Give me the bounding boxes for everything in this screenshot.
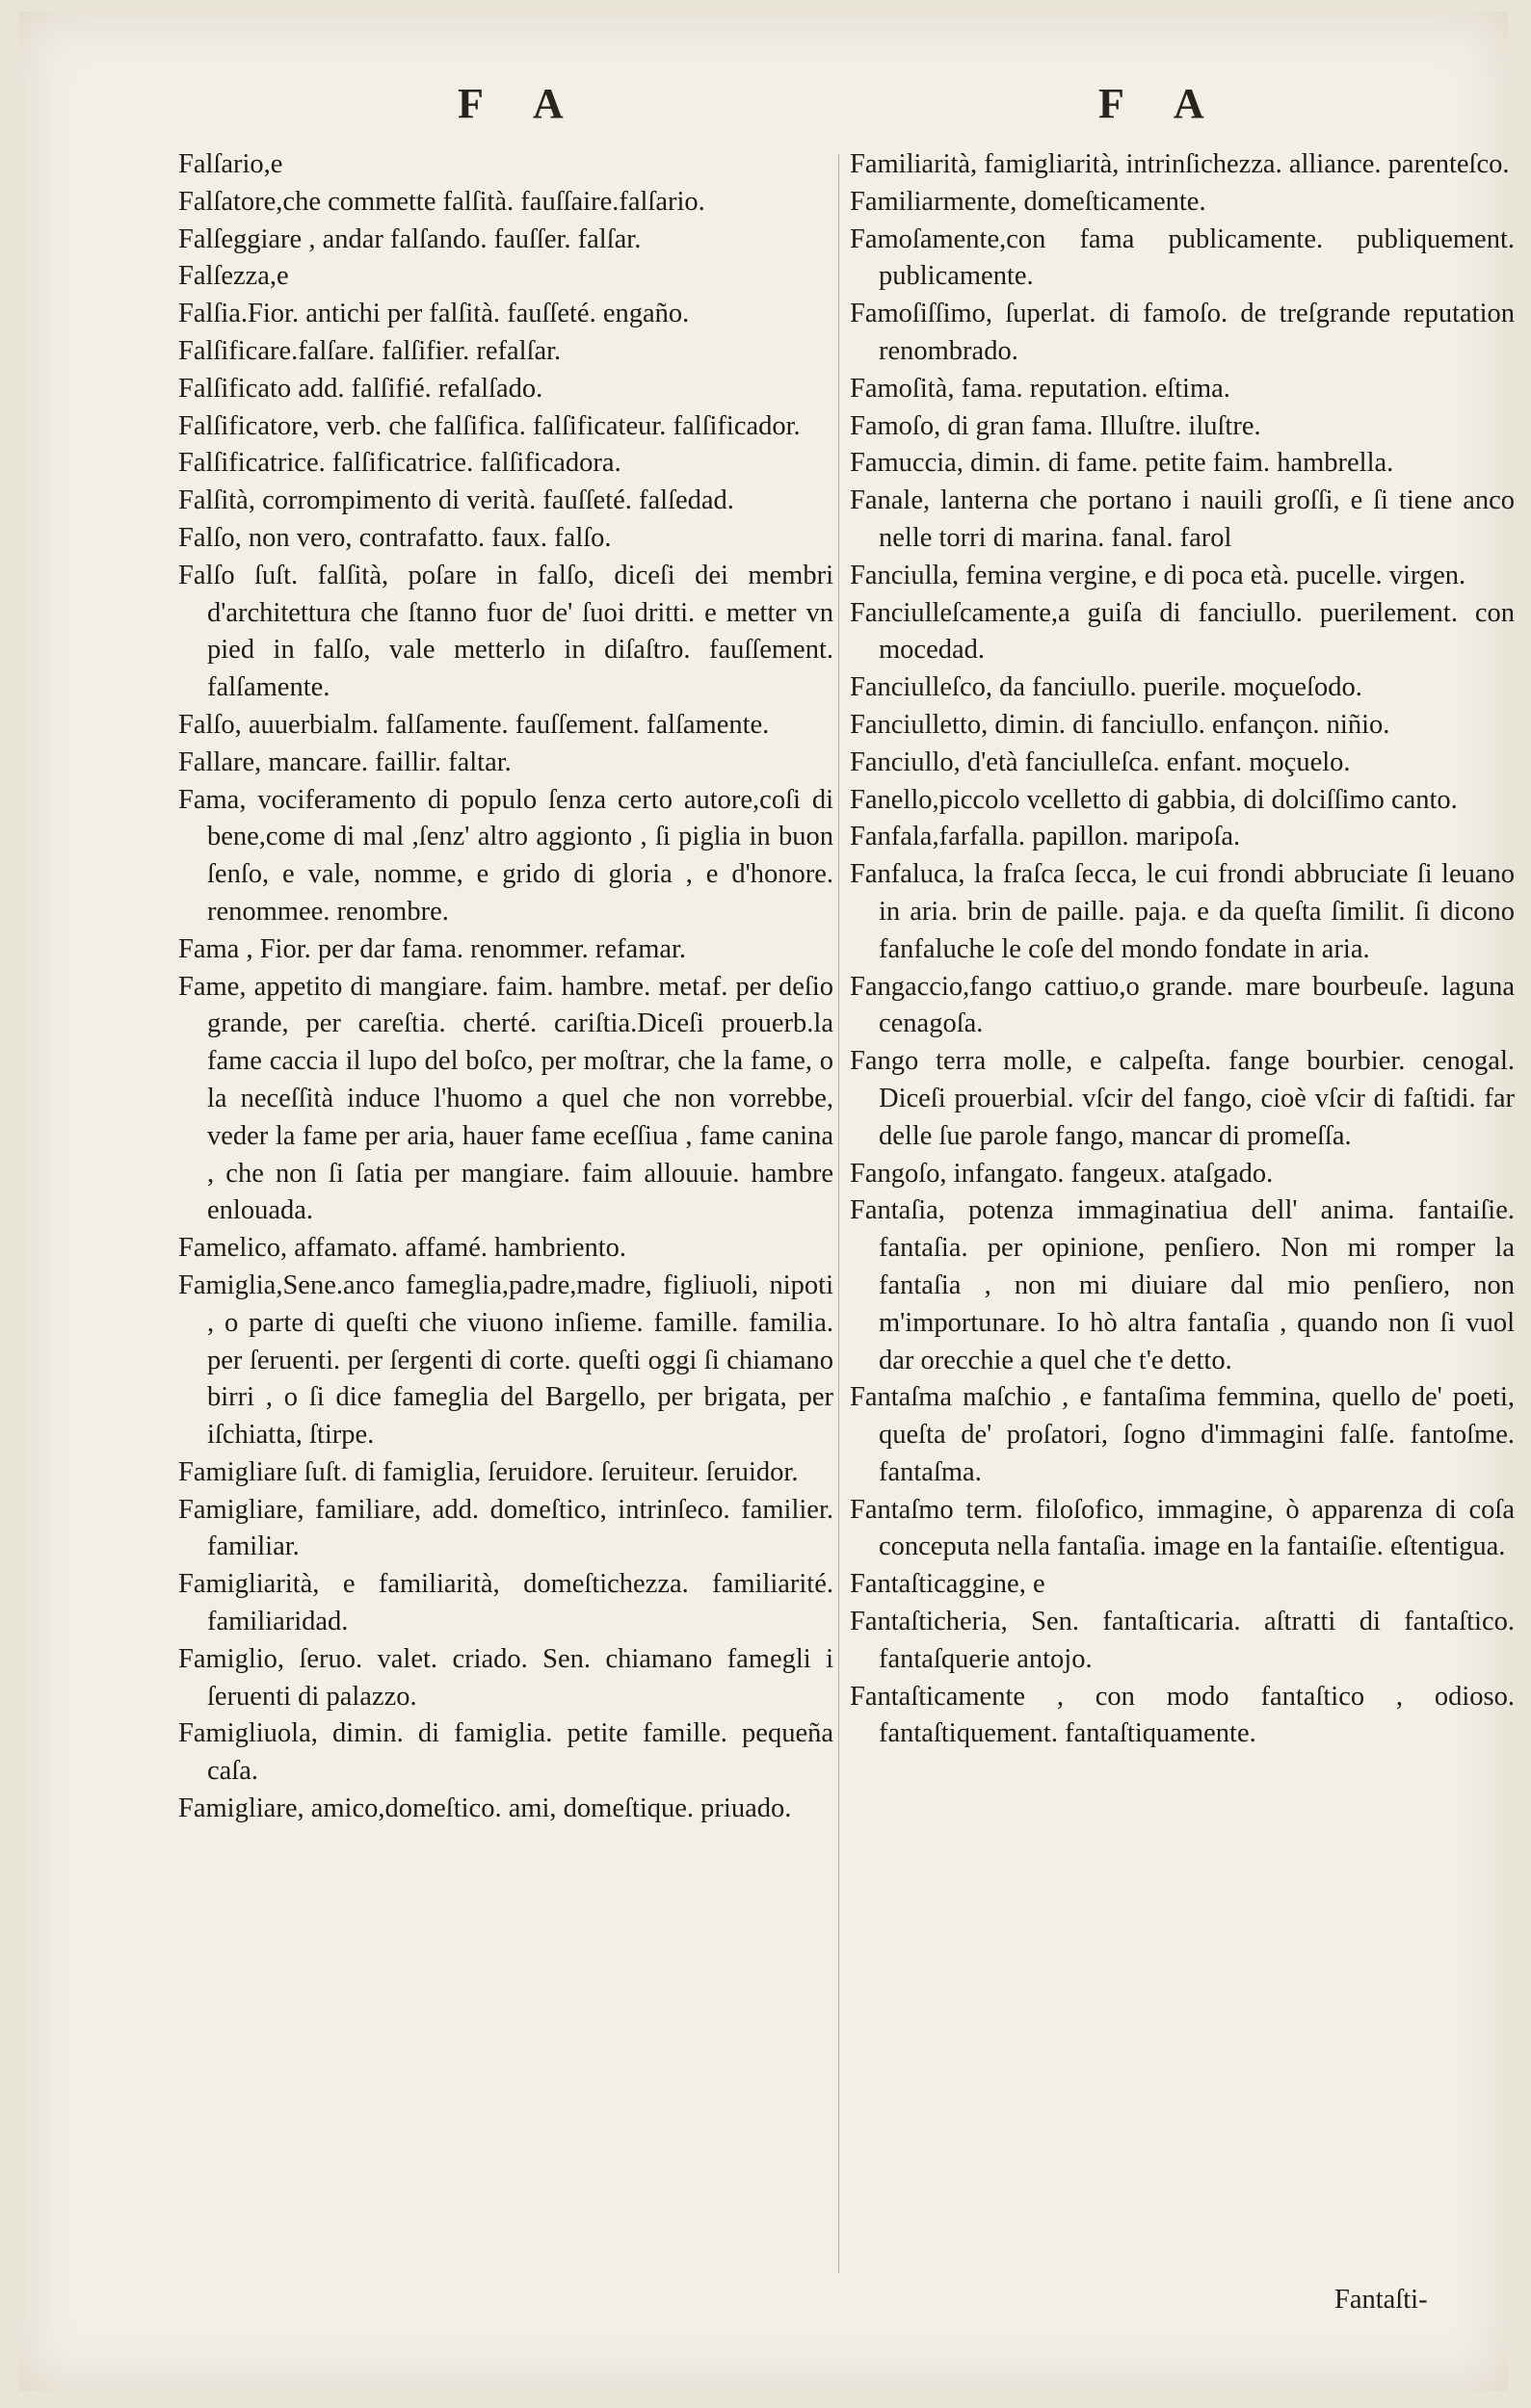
dictionary-entry: Falſo ſuſt. falſità, poſare in falſo, diceſi dei membri d'architettura che ſtanno fuor de' ſuoi dritti. e metter vn pied in falſo, vale metterlo in diſaſtro. fauſſement. falſamente. xyxy=(178,560,833,703)
dictionary-entry: Fango terra molle, e calpeſta. fange bourbier. cenogal. Diceſi prouerbial. vſcir del fango, cioè vſcir di faſtidi. far delle ſue parole fango, mancar di promeſſa. xyxy=(850,1046,1515,1151)
running-header-right: F A xyxy=(1098,80,1226,127)
dictionary-entry: Fanello,piccolo vcelletto di gabbia, di dolciſſimo canto. xyxy=(850,784,1458,815)
dictionary-entry: Fantaſmo term. filoſofico, immagine, ò apparenza di coſa conceputa nella fantaſia. image en la fantaiſie. eſtentigua. xyxy=(850,1494,1515,1562)
dictionary-entry: Fanfaluca, la fraſca ſecca, le cui frondi abbruciate ſi leuano in aria. brin de paille. paja. e da queſta ſimilit. ſi dicono fanfaluche le coſe del mondo fondate in aria. xyxy=(850,859,1515,964)
dictionary-entry: Famigliare ſuſt. di famiglia, ſeruidore. ſeruiteur. ſeruidor. xyxy=(178,1456,799,1487)
dictionary-entry: Falſità, corrompimento di verità. fauſſeté. falſedad. xyxy=(178,485,734,516)
column-divider xyxy=(838,154,839,2273)
dictionary-entry: Familiarmente, domeſticamente. xyxy=(850,186,1206,217)
running-header-left: F A xyxy=(458,80,585,127)
dictionary-entry: Famigliarità, e familiarità, domeſtichezza. familiarité. familiaridad. xyxy=(178,1569,833,1637)
dictionary-entry: Falſo, auuerbialm. falſamente. fauſſement. falſamente. xyxy=(178,709,770,740)
dictionary-entry: Fallare, mancare. faillir. faltar. xyxy=(178,746,512,777)
dictionary-entry: Fanciulla, femina vergine, e di poca età. pucelle. virgen. xyxy=(850,560,1466,590)
dictionary-entry: Fantaſticheria, Sen. fantaſticaria. aſtratti di fantaſtico. fantaſquerie antojo. xyxy=(850,1607,1515,1674)
dictionary-entry: Falſatore,che commette falſità. fauſſaire.falſario. xyxy=(178,186,705,217)
dictionary-entry: Falſario,e xyxy=(178,149,283,179)
dictionary-entry: Famigliare, amico,domeſtico. ami, domeſtique. priuado. xyxy=(178,1793,792,1824)
dictionary-entry: Familiarità, famigliarità, intrinſichezza. alliance. parenteſco. xyxy=(850,149,1510,179)
dictionary-entry: Fantaſma maſchio , e fantaſima femmina, quello de' poeti, queſta de' proſatori, ſogno d'immagini falſe. fantoſme. fantaſma. xyxy=(850,1382,1515,1487)
dictionary-entry: Fangoſo, infangato. fangeux. ataſgado. xyxy=(850,1158,1274,1189)
dictionary-entry: Fama , Fior. per dar fama. renommer. refamar. xyxy=(178,933,687,964)
dictionary-entry: Falſificare.falſare. falſifier. refalſar. xyxy=(178,335,562,366)
dictionary-entry: Famoſo, di gran fama. Illuſtre. iluſtre. xyxy=(850,410,1261,441)
dictionary-entry: Falſia.Fior. antichi per falſità. fauſſeté. engaño. xyxy=(178,299,690,329)
dictionary-entry: Falſezza,e xyxy=(178,261,289,292)
dictionary-entry: Falſificatrice. falſificatrice. falſificadora. xyxy=(178,448,621,479)
dictionary-entry: Famigliare, familiare, add. domeſtico, intrinſeco. familier. familiar. xyxy=(178,1494,833,1562)
dictionary-entry: Fantaſia, potenza immaginatiua dell' anima. fantaiſie. fantaſia. per opinione, penſiero. Non mi romper la fantaſia , non mi diuiare dal mio penſiero, non m'importunare. Io hò altra fantaſia , quando non ſi vuol dar orecchie a quel che t'e detto. xyxy=(850,1195,1515,1375)
dictionary-entry: Famoſità, fama. reputation. eſtima. xyxy=(850,373,1230,404)
dictionary-entry: Falſificato add. falſifié. refalſado. xyxy=(178,373,543,404)
dictionary-entry: Fanciulleſcamente,a guiſa di fanciullo. puerilement. con mocedad. xyxy=(850,597,1515,666)
dictionary-entry: Fangaccio,fango cattiuo,o grande. mare bourbeuſe. laguna cenagoſa. xyxy=(850,971,1515,1039)
dictionary-entry: Fanciulleſco, da fanciullo. puerile. moçueſodo. xyxy=(850,672,1362,703)
dictionary-entry: Falſeggiare , andar falſando. fauſſer. falſar. xyxy=(178,223,642,254)
dictionary-entry: Famoſamente,con fama publicamente. publiquement. publicamente. xyxy=(850,223,1515,292)
dictionary-entry: Fanfala,farfalla. papillon. maripoſa. xyxy=(850,822,1241,852)
dictionary-entry: Famiglia,Sene.anco fameglia,padre,madre, figliuoli, nipoti , o parte di queſti che viuono inſieme. famille. familia. per ſeruenti. per ſergenti di corte. queſti oggi ſi chiamano birri , o ſi dice fameglia del Bargello, per brigata, per iſchiatta, ſtirpe. xyxy=(178,1269,833,1451)
left-column xyxy=(178,146,833,1828)
dictionary-entry: Fantaſticamente , con modo fantaſtico , odioso. fantaſtiquement. fantaſtiquamente. xyxy=(850,1681,1515,1749)
catchword: Fantaſti- xyxy=(1334,2285,1428,2315)
dictionary-entry: Fame, appetito di mangiare. faim. hambre. metaf. per deſio grande, per careſtia. cherté. cariſtia.Diceſi prouerb.la fame caccia il lupo del boſco, per moſtrar, che la fame, o la neceſſità induce l'huomo a quel che non vorrebbe, veder la fame per aria, hauer fame eceſſiua , fame canina , che non ſi ſatia per mangiare. faim allouuie. hambre enlouada. xyxy=(178,971,833,1226)
dictionary-entry: Famiglio, ſeruo. valet. criado. Sen. chiamano famegli i ſeruenti di palazzo. xyxy=(178,1643,833,1712)
right-column xyxy=(850,146,1515,1753)
dictionary-entry: Famelico, affamato. affamé. hambriento. xyxy=(178,1233,627,1264)
book-page xyxy=(19,12,1515,2391)
dictionary-entry: Fama, vociferamento di populo ſenza certo autore,coſi di bene,come di mal ,ſenz' altro aggionto , ſi piglia in buon ſenſo, e vale, nomme, e grido di gloria , e d'honore. renommee. renombre. xyxy=(178,784,833,927)
dictionary-entry: Fanale, lanterna che portano i nauili groſſi, e ſi tiene anco nelle torri di marina. fanal. farol xyxy=(850,485,1515,553)
dictionary-entry: Falſificatore, verb. che falſifica. falſificateur. falſificador. xyxy=(178,410,801,441)
dictionary-entry: Famoſiſſimo, ſuperlat. di famoſo. de treſgrande reputation renombrado. xyxy=(850,299,1515,366)
dictionary-entry: Fantaſticaggine, e xyxy=(850,1569,1045,1600)
dictionary-entry: Fanciullo, d'età fanciulleſca. enfant. moçuelo. xyxy=(850,746,1351,777)
dictionary-entry: Falſo, non vero, contrafatto. faux. falſo. xyxy=(178,522,612,553)
dictionary-entry: Famigliuola, dimin. di famiglia. petite famille. pequeña caſa. xyxy=(178,1718,833,1787)
dictionary-entry: Famuccia, dimin. di fame. petite faim. hambrella. xyxy=(850,448,1394,479)
dictionary-entry: Fanciulletto, dimin. di fanciullo. enfançon. niñio. xyxy=(850,709,1390,740)
